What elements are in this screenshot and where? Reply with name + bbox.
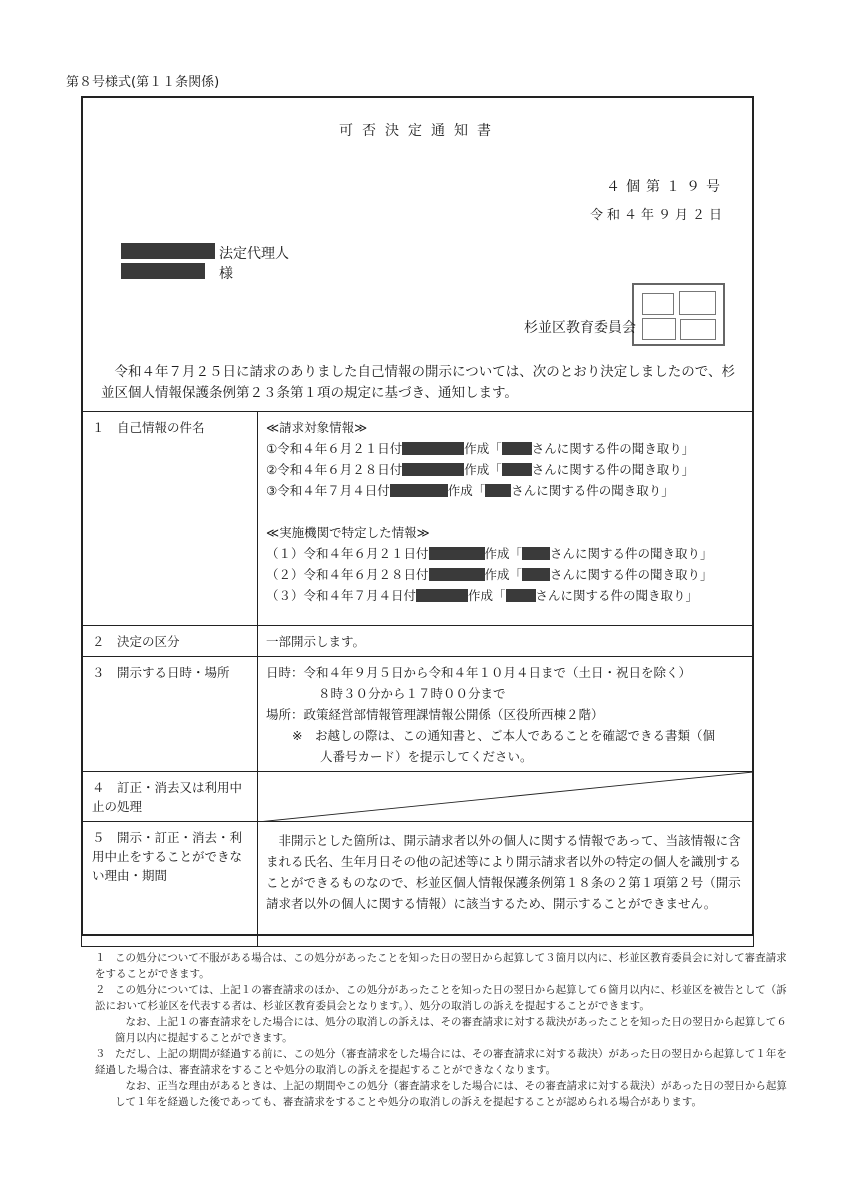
row-header: ５ 開示・訂正・消去・利用中止をすることができない理由・期間 xyxy=(82,822,258,947)
list-item: （２）令和４年６月２８日付 作成「 さんに関する件の聞き取り」 xyxy=(266,567,713,582)
row-content: 一部開示します。 xyxy=(258,626,754,657)
row-header: １ 自己情報の件名 xyxy=(82,412,258,626)
note-item: なお、上記１の審査請求をした場合には、処分の取消しの訴えは、その審査請求に対する裁決があったことを知った日の翌日から起算して６箇月以内に提起することができます。 xyxy=(115,1016,787,1044)
table-row xyxy=(82,772,754,822)
notes-section xyxy=(95,950,795,1110)
document-title: 可否決定通知書 xyxy=(339,123,500,139)
row-header: ２ 決定の区分 xyxy=(82,626,258,657)
table-row xyxy=(82,822,754,947)
addressee-line2-suffix: 様 xyxy=(219,266,233,282)
list-item: ②令和４年６月２８日付 作成「 さんに関する件の聞き取り」 xyxy=(266,462,695,477)
form-number: 第８号様式(第１１条関係) xyxy=(66,75,220,90)
row-content: 非開示とした箇所は、開示請求者以外の個人に関する情報であって、当該情報に含まれる氏名、生年月日その他の記述等により開示請求者以外の特定の個人を識別することができるものなので、杉並区個人情報保護条例第１８条の２第１項第２号（開示請求者以外の個人に関する情報）に該当するため、開示することができません。 xyxy=(258,822,754,947)
note-item: なお、正当な理由があるときは、上記の期間やこの処分（審査請求をした場合には、その審査請求に対する裁決）があった日の翌日から起算して１年を経過した後であっても、審査請求をすることや処分の取消しの訴えを提起することが認められる場合があります。 xyxy=(115,1080,787,1108)
note-item: ２ この処分については、上記１の審査請求のほか、この処分があったことを知った日の翌日から起算して６箇月以内に、杉並区を被告として（訴訟において杉並区を代表する者は、杉並区教育委員会となります。）、処分の取消しの訴えを提起することができます。 xyxy=(95,984,787,1012)
table-row xyxy=(82,657,754,772)
notice-frame xyxy=(81,96,754,936)
row-content xyxy=(258,412,754,626)
row-content xyxy=(258,772,754,822)
document-number: ４個第１９号 xyxy=(606,179,726,195)
issuer-name: 杉並区教育委員会 xyxy=(524,320,636,336)
list-item: （３）令和４年７月４日付 作成「 さんに関する件の聞き取り」 xyxy=(266,588,699,603)
table-row xyxy=(82,412,754,626)
section-title: ≪実施機関で特定した情報≫ xyxy=(266,525,430,540)
decision-table xyxy=(81,411,754,947)
list-item: （１）令和４年６月２１日付 作成「 さんに関する件の聞き取り」 xyxy=(266,546,713,561)
diagonal-strike-line xyxy=(258,772,753,822)
row-header: ３ 開示する日時・場所 xyxy=(82,657,258,772)
redacted-addressee-name-2 xyxy=(121,263,205,279)
note-item: １ この処分について不服がある場合は、この処分があったことを知った日の翌日から起算して３箇月以内に、杉並区教育委員会に対して審査請求をすることができます。 xyxy=(95,952,787,980)
row-header: ４ 訂正・消去又は利用中止の処理 xyxy=(82,772,258,822)
list-item: ①令和４年６月２１日付 作成「 さんに関する件の聞き取り」 xyxy=(266,441,695,456)
section-title: ≪請求対象情報≫ xyxy=(266,420,368,435)
addressee-line1-suffix: 法定代理人 xyxy=(219,246,289,262)
list-item: ③令和４年７月４日付 作成「 さんに関する件の聞き取り」 xyxy=(266,483,674,498)
row-content: 日時：令和４年９月５日から令和４年１０月４日まで（土日・祝日を除く） ８時３０分から１７時００分まで 場所：政策経営部情報管理課情報公開係（区役所西棟２階） ※ お越しの際は、この通知書と、ご本人であることを確認できる書類（個 人番号カード）を提示してください。 xyxy=(258,657,754,772)
intro-paragraph: 令和４年７月２５日に請求のありました自己情報の開示については、次のとおり決定しましたので、杉並区個人情報保護条例第２３条第１項の規定に基づき、通知します。 xyxy=(101,364,735,401)
document-date: 令和４年９月２日 xyxy=(589,208,726,223)
official-seal-stamp xyxy=(632,283,725,346)
redacted-addressee-name xyxy=(121,243,215,259)
note-item: ３ ただし、上記の期間が経過する前に、この処分（審査請求をした場合には、その審査請求に対する裁決）があった日の翌日から起算して１年を経過した場合は、審査請求をすることや処分の取消しの訴えを提起することができなくなります。 xyxy=(95,1048,787,1076)
table-row xyxy=(82,626,754,657)
